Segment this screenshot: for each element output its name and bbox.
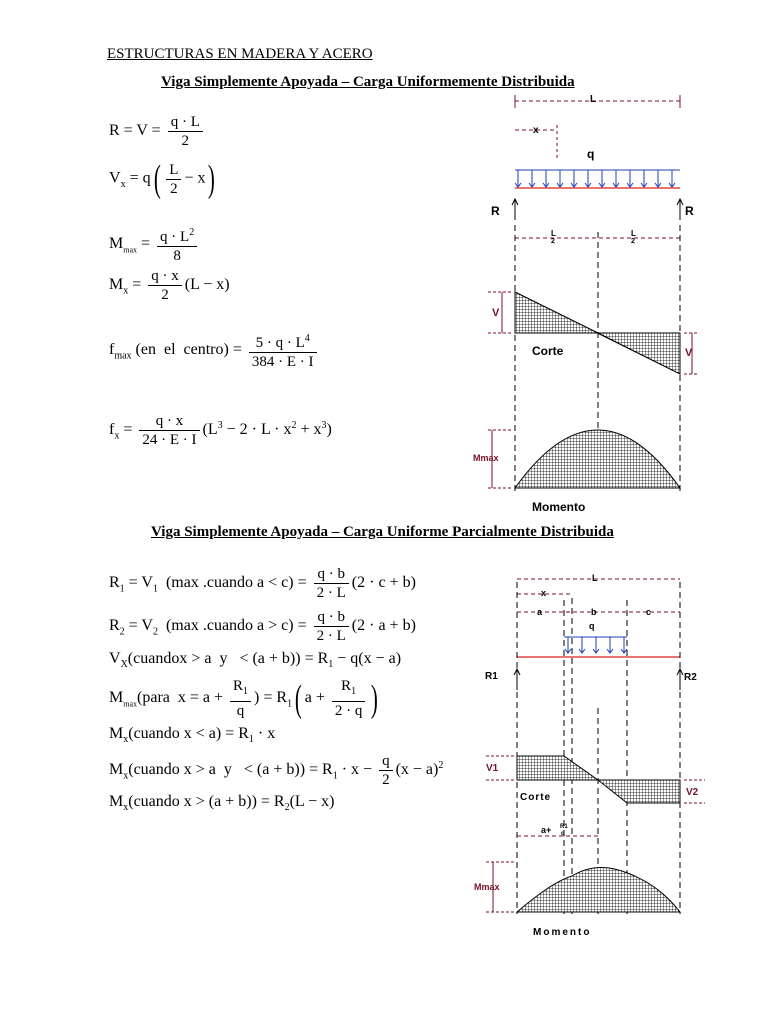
half-left: L — [551, 229, 556, 238]
svg-text:2: 2 — [551, 238, 555, 245]
load-arrows-2 — [565, 637, 627, 653]
formula-deflection-max: $f_{max}$ (en el centro) = $\frac{5 \cdot q \cdot L^4}{384 \cdot E \cdot I}$ — [109, 330, 320, 371]
dim-a-plus: a+ — [541, 825, 552, 835]
load-arrows — [515, 170, 675, 187]
formula-moment-x: $M_x$ = $\frac{q \cdot x}{2}$ (L − x) — [109, 268, 230, 303]
moment-diagram — [515, 430, 680, 488]
section1-title: Viga Simplemente Apoyada – Carga Uniformemente Distribuida — [161, 74, 575, 90]
dim-L: L — [590, 94, 597, 105]
svg-text:q: q — [561, 831, 565, 837]
formula-mmax: $M_{max}$ = $\frac{q \cdot L^2}{8}$ — [109, 224, 200, 265]
shear-V-bottom: V — [685, 347, 693, 359]
shear-label-2: Corte — [520, 792, 552, 803]
moment-diagram-2 — [517, 867, 680, 912]
section2-title: Viga Simplemente Apoyada – Carga Uniforme Parcialmente Distribuida — [151, 524, 614, 540]
document-header: ESTRUCTURAS EN MADERA Y ACERO — [107, 46, 373, 62]
shear-V-top: V — [492, 307, 500, 319]
dim-a: a — [537, 607, 543, 617]
moment-label: Momento — [532, 500, 586, 514]
load-q-2: q — [589, 621, 595, 631]
dim-L-2: L — [592, 573, 598, 583]
formula-deflection-x: $f_x$ = $\frac{q \cdot x}{24 \cdot E \cdot I}$ $(L^3 - 2 \cdot L \cdot x^2 + x^3)$ — [109, 413, 332, 448]
formula-R1: $R_1 = V_1$ (max .cuando a < c) = $\frac{q \cdot b}{2 \cdot L}$ (2 · c + b) — [109, 566, 416, 601]
moment-mmax: Mmax — [473, 453, 499, 463]
reaction-right: R — [685, 204, 694, 218]
formula-mx-gt-ab: $M_x(cuando$ $x > (a + b)) = R_2(L - x)$ — [109, 793, 335, 814]
load-q: q — [587, 147, 595, 161]
shear-diagram-2 — [517, 756, 598, 780]
shear-V2: V2 — [686, 787, 699, 798]
formula-mx-lt-a: $M_x(cuando$ $x < a) = R_1 \cdot x$ — [109, 725, 276, 746]
diagram-uniform-load — [470, 88, 720, 520]
formula-mx-between: $M_x(cuando$ x > a $y < (a + b)) = R_1 \cdot x$ − $\frac{q}{2}$ $(x - a)^2$ — [109, 753, 444, 788]
svg-text:2: 2 — [631, 238, 635, 245]
reaction-R2: R2 — [684, 672, 697, 683]
dim-x: x — [533, 125, 539, 136]
svg-text:R1: R1 — [560, 824, 568, 830]
dim-c: c — [646, 607, 652, 617]
moment-mmax-2: Mmax — [474, 882, 500, 892]
dim-x-2: x — [541, 588, 547, 598]
formula-shear-x: $V_x = q$( $\frac{L}{2}$ − x) — [109, 158, 216, 200]
diagram-partial-load — [470, 566, 720, 946]
half-right: L — [631, 229, 636, 238]
reaction-left: R — [491, 204, 500, 218]
formula-Vx: $V_X(cuandox > a$ $y < (a + b)) = R_1 - q(x - a)$ — [109, 650, 402, 671]
moment-label-2: Momento — [533, 927, 592, 938]
reaction-R1: R1 — [485, 671, 498, 682]
dim-b: b — [591, 607, 597, 617]
shear-label: Corte — [532, 344, 564, 358]
formula-mmax-partial: $M_{max}(para$ x = a + $\frac{R_1}{q}$ ) = $R_1$( a + $\frac{R_1}{2 \cdot q}$ ) — [109, 677, 379, 720]
shear-V1: V1 — [486, 763, 499, 774]
formula-reaction: R = V = $\frac{q \cdot L}{2}$ — [109, 113, 206, 150]
formula-R2: $R_2 = V_2$ (max .cuando a > c) = $\frac{q \cdot b}{2 \cdot L}$ (2 · a + b) — [109, 609, 416, 644]
